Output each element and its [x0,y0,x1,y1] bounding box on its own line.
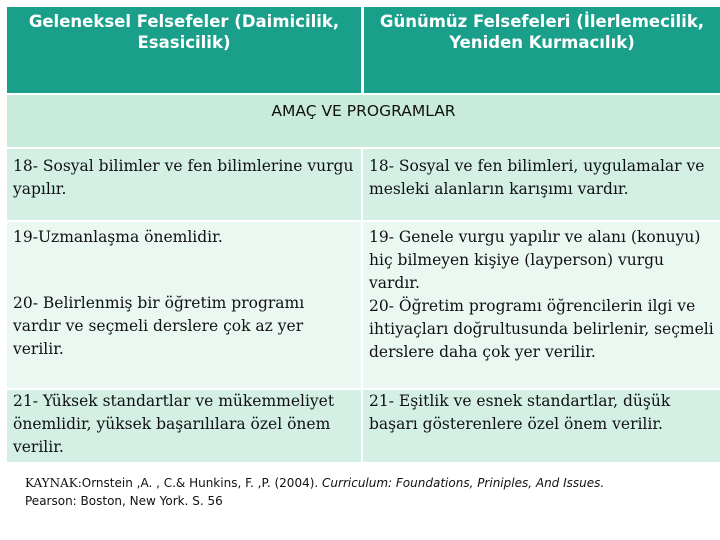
header-traditional-philosophies: Geleneksel Felsefeler (Daimicilik, Esasicilik) [7,7,361,93]
section-heading: AMAÇ VE PROGRAMLAR [7,93,720,149]
cell-text: 18- Sosyal ve fen bilimleri, uygulamalar ve mesleki alanların karışımı vardır. [369,157,705,198]
cell-text: 21- Eşitlik ve esnek standartlar, düşük başarı gösterenlere özel önem verilir. [369,392,671,433]
citation-publisher: Pearson: Boston, New York. S. 56 [25,494,223,508]
row-19-20-right [361,222,720,388]
cell-text: 20- Belirlenmiş bir öğretim programı vardır ve seçmeli derslere çok az yer verilir. [13,294,305,358]
citation-authors: Ornstein ,A. , C.& Hunkins, F. ,P. (2004). [81,476,319,490]
row-18-left [7,149,361,220]
cell-text: 19-Uzmanlaşma önemlidir. [13,228,223,246]
source-citation [25,474,604,510]
cell-text: 18- Sosyal bilimler ve fen bilimlerine vurgu yapılır. [13,157,354,198]
table-row [7,222,720,390]
table-row [7,149,720,222]
table-row [7,390,720,462]
source-label: KAYNAK: [25,476,82,490]
citation-title: Curriculum: Foundations, Priniples, And Issues. [322,476,605,490]
cell-text: 19- Genele vurgu yapılır ve alanı (konuyu) hiç bilmeyen kişiye (layperson) vurgu vardır. [369,228,701,292]
cell-text: 21- Yüksek standartlar ve mükemmeliyet önemlidir, yüksek başarılılara özel önem verilir. [13,392,335,456]
spacer [13,249,355,292]
row-21-left [7,390,361,462]
row-18-right [361,149,720,220]
row-19-20-left [7,222,361,388]
cell-text: 20- Öğretim programı öğrencilerin ilgi ve ihtiyaçları doğrultusunda belirlenir, seçmeli derslere daha çok yer verilir. [369,297,714,361]
row-21-right [361,390,720,462]
comparison-table [7,7,720,462]
header-row [7,7,720,93]
header-contemporary-philosophies: Günümüz Felsefeleri (İlerlemecilik, Yeniden Kurmacılık) [361,7,720,93]
